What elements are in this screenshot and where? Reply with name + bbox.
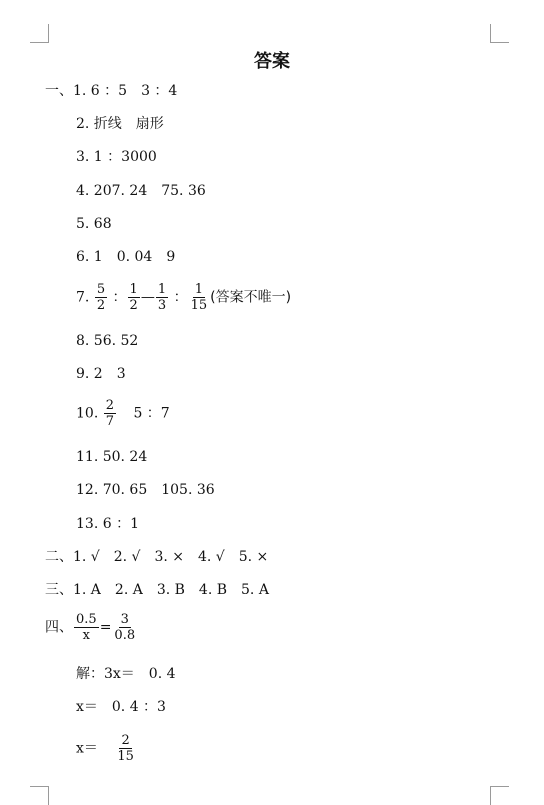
answer-10 bbox=[76, 398, 170, 429]
equals-sign: = bbox=[99, 619, 112, 636]
answer-7 bbox=[76, 282, 291, 313]
minus-sign: — bbox=[140, 289, 155, 306]
answer-4: 4. 207. 24 75. 36 bbox=[76, 183, 206, 199]
answer-12: 12. 70. 65 105. 36 bbox=[76, 482, 215, 498]
section-one-label: 一、 bbox=[45, 83, 73, 99]
section-three-answers: 三、1. A 2. A 3. B 4. B 5. A bbox=[45, 582, 269, 598]
answer-10-label: 10. bbox=[76, 405, 99, 422]
section-four-equation bbox=[45, 612, 138, 643]
page-title: 答案 bbox=[254, 51, 290, 72]
answer-5: 5. 68 bbox=[76, 216, 112, 232]
crop-mark-bottom-right bbox=[490, 786, 509, 805]
solution-step-3-label: x＝ bbox=[76, 740, 98, 757]
fraction: $\frac{1}{3}$ bbox=[157, 282, 167, 313]
section-four-label: 四、 bbox=[45, 619, 73, 636]
section-two-answers: 二、1. √ 2. √ 3. × 4. √ 5. × bbox=[45, 549, 269, 565]
crop-mark-bottom-left bbox=[30, 786, 49, 805]
fraction: $\frac{2}{15}$ bbox=[117, 733, 134, 764]
answer-7-note: (答案不唯一) bbox=[210, 289, 292, 306]
answer-1 bbox=[45, 81, 177, 101]
answer-9: 9. 2 3 bbox=[76, 366, 126, 382]
answer-2: 2. 折线 扇形 bbox=[76, 116, 164, 132]
crop-mark-top-right bbox=[490, 24, 509, 43]
answer-13: 13. 6 ：1 bbox=[76, 516, 139, 532]
fraction: $\frac{1}{15}$ bbox=[190, 282, 208, 313]
fraction: $\frac{1}{2}$ bbox=[129, 282, 138, 313]
solution-step-1: 解：3x＝ 0. 4 bbox=[76, 666, 176, 682]
solution-step-2: x＝ 0. 4 ：3 bbox=[76, 699, 166, 715]
answer-10-ratio: 5 ：7 bbox=[133, 405, 170, 422]
ratio-colon: ： bbox=[173, 289, 188, 306]
fraction: $\frac{5}{2}$ bbox=[96, 282, 106, 313]
fraction: $\frac{2}{7}$ bbox=[105, 398, 114, 429]
answer-7-label: 7. bbox=[76, 289, 90, 306]
answer-8: 8. 56. 52 bbox=[76, 333, 139, 349]
solution-step-3 bbox=[76, 733, 137, 764]
answer-11: 11. 50. 24 bbox=[76, 449, 148, 465]
answer-6: 6. 1 0. 04 9 bbox=[76, 249, 176, 265]
answer-3: 3. 1 ：3000 bbox=[76, 149, 157, 165]
fraction: $\frac{3}{0.8}$ bbox=[114, 612, 136, 643]
ratio-colon: ： bbox=[112, 289, 127, 306]
answer-1-text: 1. 6 ：5 3 ：4 bbox=[73, 83, 178, 99]
crop-mark-top-left bbox=[30, 24, 49, 43]
fraction: $\frac{0.5}{x}$ bbox=[76, 612, 97, 643]
